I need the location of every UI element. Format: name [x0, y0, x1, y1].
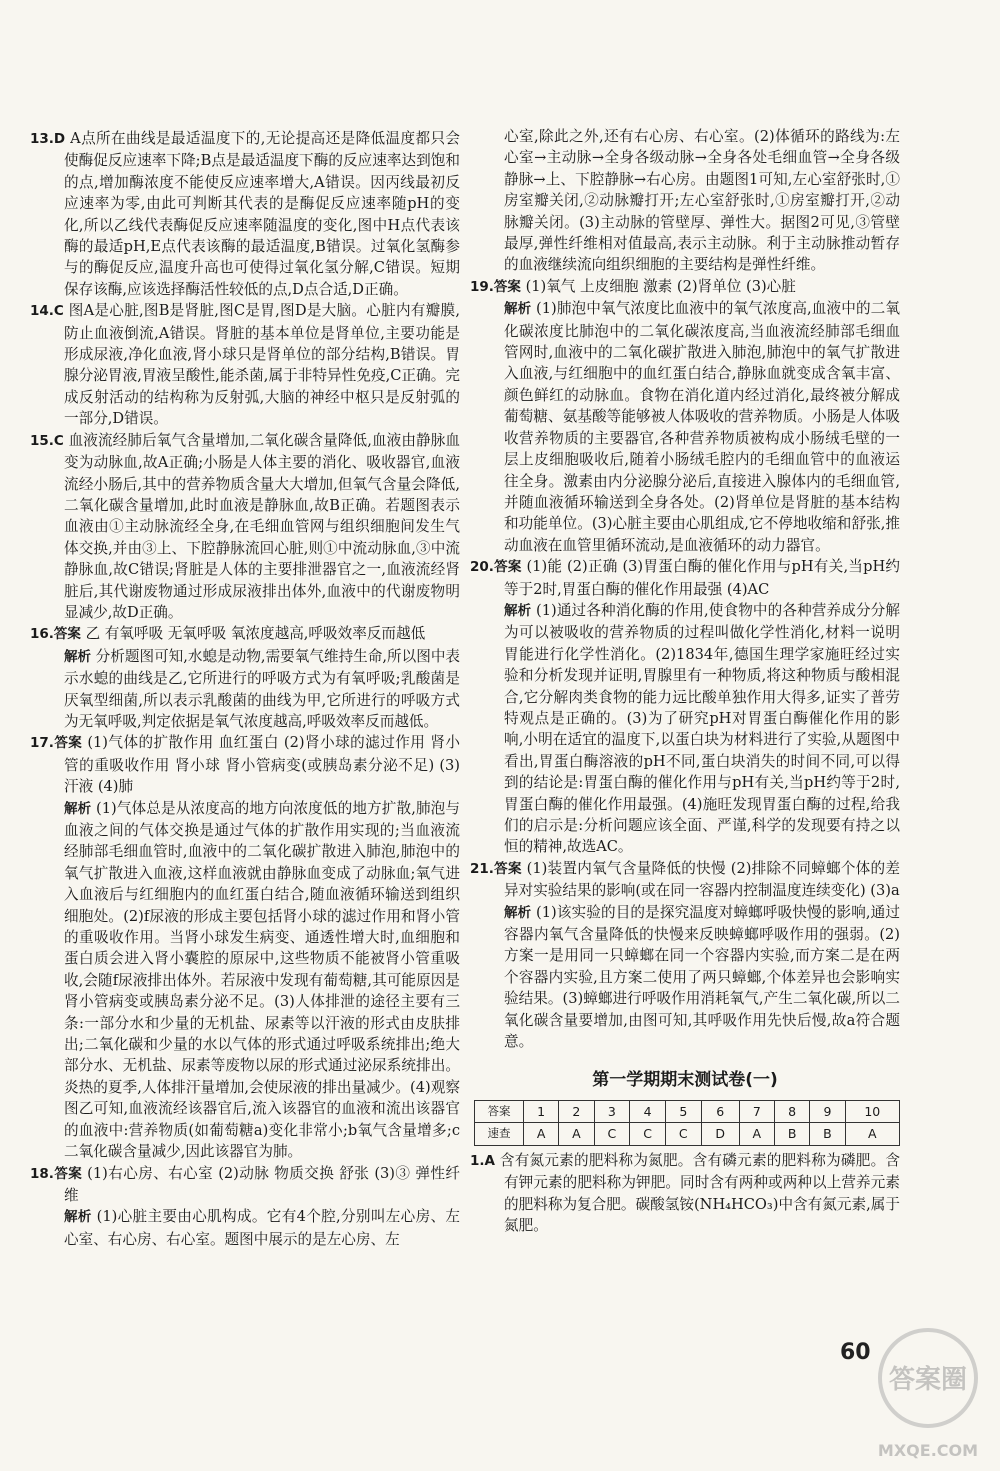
question-18: 18.答案 (1)右心房、右心室 (2)动脉 物质交换 舒张 (3)③ 弹性纤维 — [30, 1164, 460, 1204]
question-17-explanation: 解析 (1)气体总是从浓度高的地方向浓度低的地方扩散,肺泡与血液之间的气体交换是通过气体的扩散作用实现的;当血液流经肺部毛细血管时,血液中的二氧化碳扩散进入肺泡,肺泡中的氧气扩散进入血液,这样血液就由静脉血变成了动脉血;氧气进入血液后与红细胞内的血红蛋白结合,随血液循环输送到组织细胞处。(2)f尿液的形成主要包括肾小球的滤过作用和肾小管的重吸收作用。当肾小球发生病变、通透性增大时,血细胞和蛋白质会进入肾小囊腔的原尿中,这些物质不能被肾小管重吸收,会随f尿液排出体外。若尿液中发现有葡萄糖,其可能原因是肾小管病变或胰岛素分泌不足。(3)人体排泄的途径主要有三条:一部分水和少量的无机盐、尿素等以汗液的形式由皮肤排出;二氧化碳和少量的水以气体的形式通过呼吸系统排出;绝大部分水、无机盐、尿素等废物以尿的形式通过泌尿系统排出。炎热的夏季,人体排汗量增加,会使尿液的排出量减少。(4)观察图乙可知,血液流经该器官后,流入该器官的血液和流出该器官的血液中:营养物质(如葡萄糖a)变化非常小;b氧气含量增多;c二氧化碳含量减少,因此该器官为肺。 — [64, 799, 460, 1161]
watermark-url: MXQE.COM — [877, 1441, 979, 1460]
question-14: 14.C 图A是心脏,图B是肾脏,图C是胃,图D是大脑。心脏内有瓣膜,防止血液倒流,A错误。肾脏的基本单位是肾单位,主要功能是形成尿液,净化血液,肾小球只是肾单位的部分结构,B错误。胃腺分泌胃液,胃液呈酸性,能杀菌,属于非特异性免疫,C正确。完成反射活动的结构称为反射弧,大脑的神经中枢只是反射弧的一部分,D错误。 — [30, 302, 460, 428]
table-cell: C — [665, 1123, 701, 1145]
table-header-cell: 1 — [524, 1100, 559, 1122]
question-16-explanation: 解析 分析题图可知,水螅是动物,需要氧气维持生命,所以图中表示水螅的曲线是乙,它所进行的呼吸方式为有氧呼吸;乳酸菌是厌氧型细菌,所以表示乳酸菌的曲线为甲,它所进行的呼吸方式为无氧呼吸,判定依据是氧气浓度越高,呼吸效率反而越低。 — [64, 647, 461, 730]
table-cell: B — [774, 1123, 809, 1145]
table-row-label: 答案 — [475, 1100, 524, 1122]
table-header-cell: 7 — [739, 1100, 774, 1122]
question-15: 15.C 血液流经肺后氧气含量增加,二氧化碳含量降低,血液由静脉血变为动脉血,故A正确;小肠是人体主要的消化、吸收器官,血液流经小肠后,其中的营养物质含量大大增加,但氧气含量会降低,二氧化碳含量增加,此时血液是静脉血,故B正确。若题图表示血液由①主动脉流经全身,在毛细血管网与组织细胞间发生气体交换,并由③上、下腔静脉流回心脏,则①中流动脉血,③中流静脉血,故C错误;肾脏是人体的主要排泄器官之一,血液流经肾脏后,其代谢废物通过形成尿液排出体外,血液中的代谢废物明显减少,故D正确。 — [30, 431, 461, 621]
table-header-cell: 6 — [701, 1100, 739, 1122]
table-row — [475, 1100, 900, 1122]
question-18-explanation: 解析 (1)心脏主要由心肌构成。它有4个腔,分别叫左心房、左心室、右心房、右心室。题图中展示的是左心房、左 — [64, 1208, 461, 1248]
question-21-explanation: 解析 (1)该实验的目的是探究温度对蟑螂呼吸快慢的影响,通过容器内氧气含量降低的快慢来反映蟑螂呼吸作用的强弱。(2)方案一是用同一只蟑螂在同一个容器内实验,而方案二是在两个容器内实验,且方案二使用了两只蟑螂,个体差异也会影响实验结果。(3)蟑螂进行呼吸作用消耗氧气,产生二氧化碳,所以二氧化碳含量要增加,由图可知,其呼吸作用先快后慢,故a符合题意。 — [504, 903, 900, 1051]
left-column — [30, 128, 460, 1250]
table-row — [475, 1123, 900, 1145]
question-20: 20.答案 (1)能 (2)正确 (3)胃蛋白酶的催化作用与pH有关,当pH约等于2时,胃蛋白酶的催化作用最强 (4)AC — [470, 558, 901, 598]
table-cell: A — [524, 1123, 559, 1145]
answer-quick-table — [474, 1100, 900, 1146]
table-header-cell: 8 — [774, 1100, 809, 1122]
test-title: 第一学期期末测试卷(一) — [592, 1070, 778, 1091]
watermark-title: 答案圈 — [888, 1365, 968, 1395]
test-question-1: 1.A 含有氮元素的肥料称为氮肥。含有磷元素的肥料称为磷肥。含有钾元素的肥料称为钾肥。同时含有两种或两种以上营养元素的肥料称为复合肥。碳酸氢铵(NH₄HCO₃)中含有氮元素,属于氮肥。 — [470, 1151, 900, 1234]
table-header-cell: 10 — [845, 1100, 899, 1122]
watermark-logo — [858, 1318, 998, 1468]
table-row-label: 速查 — [475, 1123, 524, 1145]
table-cell: A — [559, 1123, 594, 1145]
table-cell: D — [701, 1123, 739, 1145]
table-header-cell: 2 — [559, 1100, 594, 1122]
table-header-cell: 9 — [810, 1100, 845, 1122]
table-header-cell: 4 — [630, 1100, 666, 1122]
table-header-cell: 3 — [594, 1100, 630, 1122]
question-17: 17.答案 (1)气体的扩散作用 血红蛋白 (2)肾小球的滤过作用 肾小管的重吸收作用 肾小球 肾小管病变(或胰岛素分泌不足) (3)汗液 (4)肺 — [30, 734, 460, 796]
right-column — [470, 126, 900, 1236]
question-16: 16.答案 乙 有氧呼吸 无氧呼吸 氧浓度越高,呼吸效率反而越低 — [30, 625, 426, 643]
table-cell: B — [810, 1123, 845, 1145]
question-21: 21.答案 (1)装置内氧气含量降低的快慢 (2)排除不同蟑螂个体的差异对实验结果的影响(或在同一容器内控制温度连续变化) (3)a — [470, 859, 900, 900]
table-cell: A — [739, 1123, 774, 1145]
table-cell: C — [630, 1123, 666, 1145]
table-cell: C — [594, 1123, 630, 1145]
page-number: 60 — [840, 1340, 871, 1365]
question-19-explanation: 解析 (1)肺泡中氧气浓度比血液中的氧气浓度高,血液中的二氧化碳浓度比肺泡中的二氧化碳浓度高,当血液流经肺部毛细血管网时,血液中的二氧化碳扩散进入肺泡,肺泡中的氧气扩散进入血液,与红细胞中的血红蛋白结合,静脉血就变成含氧丰富、颜色鲜红的动脉血。食物在消化道内经过消化,最终被分解成葡萄糖、氨基酸等能够被人体吸收的营养物质。小肠是人体吸收营养物质的主要器官,各种营养物质被构成小肠绒毛壁的一层上皮细胞吸收后,随着小肠绒毛腔内的毛细血管中的血液运往全身。激素由内分泌腺分泌后,直接进入腺体内的毛细血管,并随血液循环输送到全身各处。(2)肾单位是肾脏的基本结构和功能单位。(3)心脏主要由心肌组成,它不停地收缩和舒张,推动血液在血管里循环流动,是血液循环的动力器官。 — [504, 300, 900, 554]
table-cell: A — [845, 1123, 899, 1145]
question-19: 19.答案 (1)氧气 上皮细胞 激素 (2)肾单位 (3)心脏 — [470, 277, 796, 295]
question-18-explanation-continued: 心室,除此之外,还有右心房、右心室。(2)体循环的路线为:左心室→主动脉→全身各级动脉→全身各处毛细血管→全身各级静脉→上、下腔静脉→右心房。由题图1可知,左心室舒张时,①房室瓣关闭,②动脉瓣打开;左心室舒张时,①房室瓣打开,②动脉瓣关闭。(3)主动脉的管壁厚、弹性大。据图2可见,③管壁最厚,弹性纤维相对值最高,表示主动脉。利于主动脉推动暂存的血液继续流向组织细胞的主要结构是弹性纤维。 — [504, 128, 900, 274]
table-header-cell: 5 — [665, 1100, 701, 1122]
question-13: 13.D A点所在曲线是最适温度下的,无论提高还是降低温度都只会使酶促反应速率下降;B点是最适温度下酶的反应速率达到饱和的点,增加酶浓度不能使反应速率增大,A错误。因丙线最初反应速率为零,由此可判断其代表的是酶促反应速率随pH的变化,所以乙线代表酶促反应速率随温度的变化,图中H点代表该酶的最适pH,E点代表该酶的最适温度,B错误。过氧化氢酶参与的酶促反应,温度升高也可使得过氧化氢分解,C错误。短期保存该酶,应该选择酶活性较低的点,D点合适,D正确。 — [30, 130, 461, 298]
question-20-explanation: 解析 (1)通过各种消化酶的作用,使食物中的各种营养成分分解为可以被吸收的营养物质的过程叫做化学性消化,材料一说明胃能进行化学性消化。(2)1834年,德国生理学家施旺经过实验和分析发现并证明,胃腺里有一种物质,将这种物质与酸相混合,它分解肉类食物的能力远比酸单独作用大得多,证实了普劳特观点是正确的。(3)为了研究pH对胃蛋白酶催化作用的影响,小明在适宜的温度下,以蛋白块为材料进行了实验,从题图中看出,胃蛋白酶溶液的pH不同,蛋白块消失的时间不同,可以得到的结论是:胃蛋白酶的催化作用与pH有关,当pH约等于2时,胃蛋白酶的催化作用最强。(4)施旺发现胃蛋白酶的过程,给我们的启示是:分析问题应该全面、严谨,科学的发现要有持之以恒的精神,故选AC。 — [504, 601, 900, 856]
